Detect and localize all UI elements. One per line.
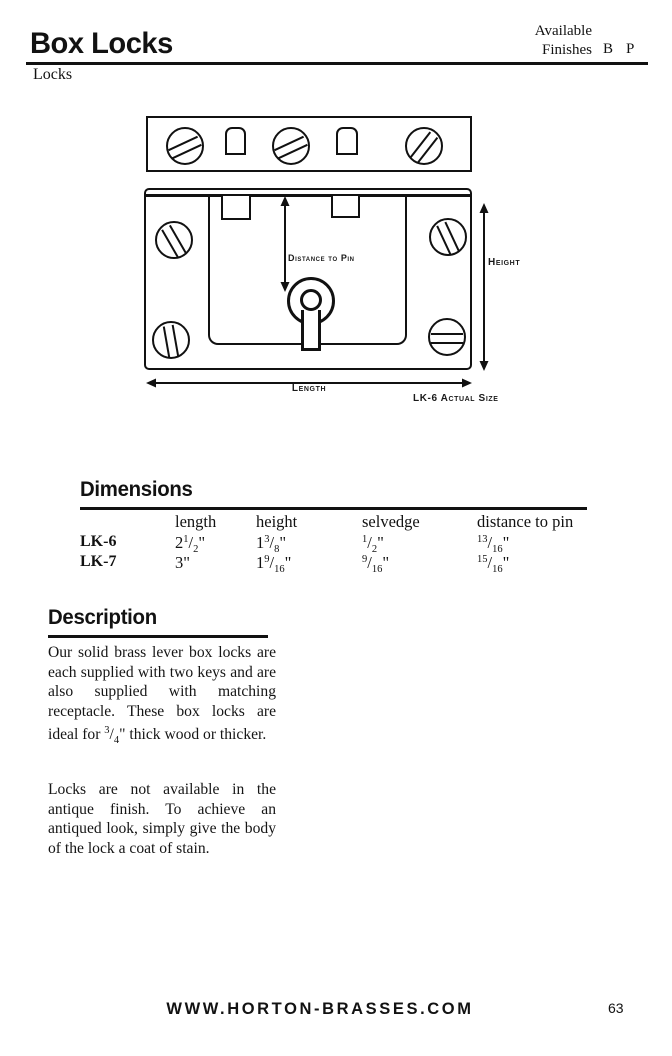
- para1-frac-den: 4: [113, 735, 120, 747]
- cell-length: $2^1/_2$": [175, 533, 206, 555]
- receptacle-strip-drawing: [146, 116, 472, 172]
- description-rule: [48, 635, 268, 638]
- page-title: Box Locks: [30, 27, 173, 60]
- description-heading: Description: [48, 606, 157, 629]
- para1-frac-unit: ": [119, 726, 126, 744]
- cell-height: $1^3/_8$": [256, 533, 287, 555]
- screw-slot-icon: [436, 221, 459, 255]
- staple-notch-icon: [331, 196, 360, 218]
- height-arrow: [477, 203, 491, 371]
- screw-icon: [428, 318, 466, 356]
- distance-to-pin-arrow: [278, 196, 292, 292]
- staple-icon: [225, 127, 246, 155]
- para1-frac-sep: /: [109, 726, 114, 744]
- screw-slot-icon: [161, 224, 187, 257]
- available-finishes-label: [450, 22, 592, 60]
- keyhole-hole-icon: [300, 289, 322, 311]
- col-length: length: [175, 512, 217, 531]
- row-label: LK-7: [80, 553, 117, 570]
- height-label: Height: [488, 257, 521, 268]
- cell-length: 3": [175, 553, 190, 572]
- description-paragraph-1: [48, 643, 276, 751]
- available-label: Available: [534, 23, 592, 39]
- screw-icon: [166, 127, 204, 165]
- para1-frac-num: 3: [104, 725, 110, 737]
- screw-icon: [272, 127, 310, 165]
- actual-size-label: LK-6 Actual Size: [413, 393, 499, 404]
- cell-distance-to-pin: $^{13}/_{16}$": [477, 533, 510, 555]
- col-height: height: [256, 512, 298, 531]
- finish-code-p: P: [626, 41, 635, 57]
- staple-icon: [336, 127, 358, 155]
- dimensions-rule: [80, 507, 587, 510]
- screw-slot-icon: [431, 333, 463, 344]
- description-paragraph-2: Locks are not available in the antique finish. To achieve an antiqued look, simply give the body of the lock a coat of stain.: [48, 781, 276, 857]
- website-url: WWW.HORTON-BRASSES.COM: [166, 1000, 474, 1018]
- finishes-label: Finishes: [541, 42, 592, 58]
- keyhole-stem-icon: [301, 310, 321, 351]
- length-label: Length: [291, 383, 327, 394]
- col-distance-to-pin: distance to pin: [477, 512, 574, 531]
- finish-code-b: B: [603, 41, 614, 57]
- para1-text-after: thick wood or thicker.: [125, 726, 267, 744]
- screw-icon: [152, 321, 190, 359]
- table-row: [80, 533, 600, 553]
- screw-slot-icon: [274, 135, 308, 158]
- cell-selvedge: $^1/_2$": [362, 533, 384, 555]
- dimensions-heading: Dimensions: [80, 478, 193, 501]
- para1-text: Our solid brass lever box locks are each supplied with two keys and are also supplied with matching receptacle. These box locks are ideal for: [48, 644, 276, 744]
- screw-icon: [155, 221, 193, 259]
- page-number: 63: [608, 1000, 624, 1016]
- category-label: Locks: [33, 66, 73, 83]
- col-selvedge: selvedge: [362, 512, 420, 531]
- screw-icon: [405, 127, 443, 165]
- screw-icon: [429, 218, 467, 256]
- screw-slot-icon: [168, 135, 202, 158]
- header-rule: [26, 62, 648, 65]
- dimensions-header-row: [80, 512, 600, 532]
- staple-notch-icon: [221, 196, 251, 220]
- distance-to-pin-label: Distance to Pin: [288, 253, 355, 263]
- screw-slot-icon: [163, 324, 179, 357]
- cell-distance-to-pin: $^{15}/_{16}$": [477, 553, 510, 575]
- table-row: [80, 553, 600, 573]
- cell-selvedge: $^9/_{16}$": [362, 553, 390, 575]
- cell-height: $1^9/_{16}$": [256, 553, 292, 575]
- row-label: LK-6: [80, 533, 117, 550]
- screw-slot-icon: [410, 131, 438, 163]
